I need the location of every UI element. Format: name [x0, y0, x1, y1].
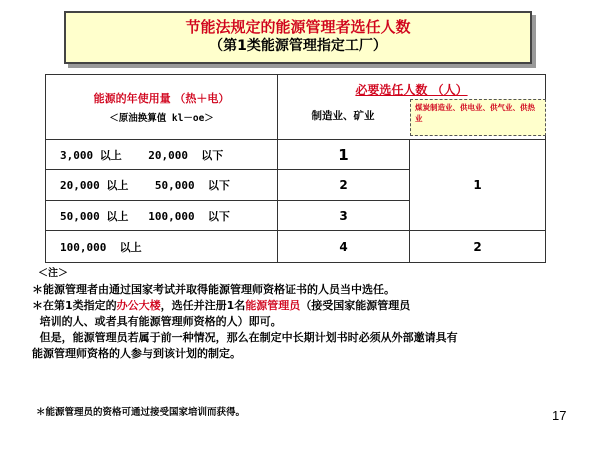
- selection-table: [45, 74, 545, 262]
- page-number: 17: [552, 408, 567, 423]
- note-2-cont: 培训的人、或者具有能源管理师资格的人）即可。: [32, 315, 282, 328]
- title-box: [64, 11, 532, 64]
- row-range: 20,000 以上 50,000 以下: [46, 170, 278, 201]
- row-range: 3,000 以上 20,000 以下: [46, 140, 278, 170]
- other-count-2: 2: [410, 231, 546, 263]
- notes: [32, 266, 572, 362]
- slide-title: 节能法规定的能源管理者选任人数: [185, 18, 411, 36]
- row-manu-count: 2: [278, 170, 410, 201]
- header-required-label: 必要选任人数 （人）: [355, 83, 468, 97]
- row-range: 100,000 以上: [46, 231, 278, 263]
- row-manu-count: 4: [278, 231, 410, 263]
- row-manu-count: 3: [278, 201, 410, 231]
- note-2: ＊在第1类指定的办公大楼，选任并注册1名能源管理员（接受国家能源管理员: [32, 299, 411, 312]
- header-usage-title: 能源的年使用量 （热＋电）: [93, 92, 230, 105]
- other-count-1: 1: [410, 140, 546, 231]
- header-required: [278, 75, 546, 140]
- header-usage-unit: ＜原油换算值 kl－oe＞: [109, 113, 214, 124]
- header-usage: [46, 75, 278, 140]
- slide-subtitle: （第1类能源管理指定工厂）: [209, 38, 387, 54]
- row-range: 50,000 以上 100,000 以下: [46, 201, 278, 231]
- header-other-industries: 煤炭制造业、供电业、供气业、供热业: [410, 99, 546, 136]
- note-3-cont: 能源管理师资格的人参与到该计划的制定。: [32, 347, 241, 360]
- notes-heading: ＜注＞: [38, 268, 68, 279]
- note-1: ＊能源管理者由通过国家考试并取得能源管理师资格证书的人员当中选任。: [32, 283, 395, 296]
- footnote: ＊能源管理员的资格可通过接受国家培训而获得。: [36, 407, 246, 418]
- header-manufacturing: 制造业、矿业: [311, 110, 375, 122]
- row-manu-count: 1: [278, 140, 410, 170]
- note-3: 但是，能源管理员若属于前一种情况，那么在制定中长期计划书时必须从外部邀请具有: [32, 331, 458, 344]
